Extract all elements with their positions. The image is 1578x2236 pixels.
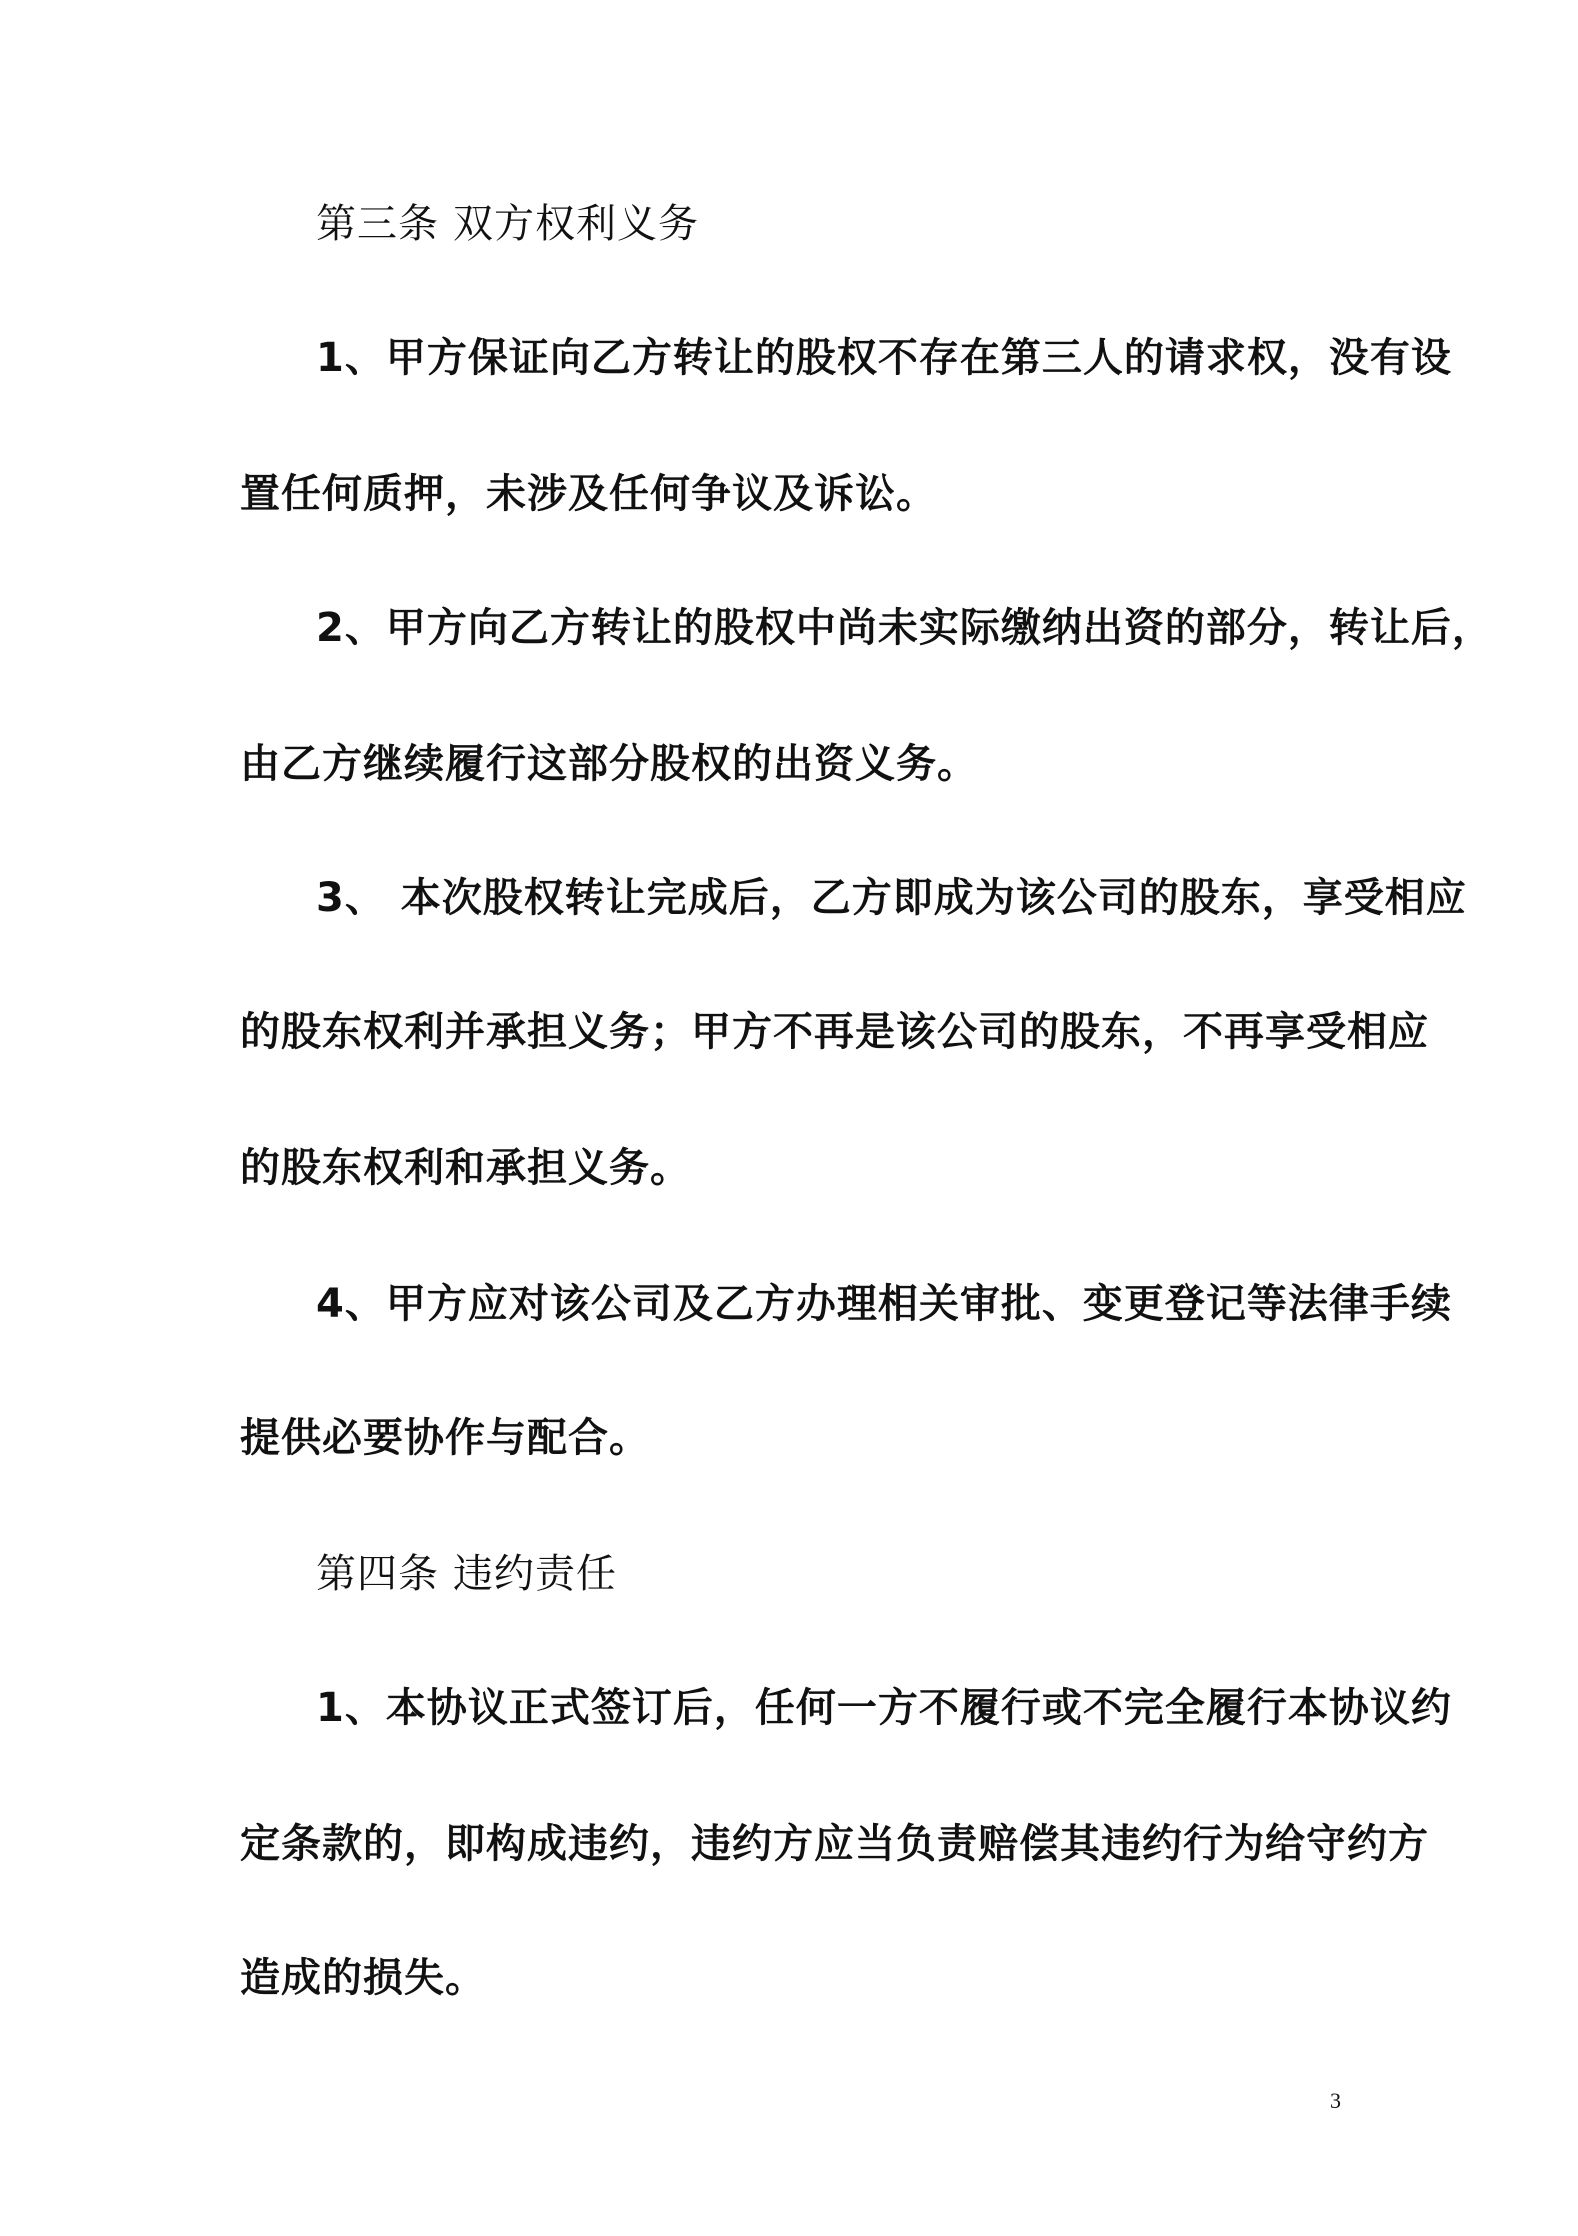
article-3-item-1-line-2: 置任何质押，未涉及任何争议及诉讼。 xyxy=(240,471,937,517)
article-3-title: 双方权利义务 xyxy=(453,201,699,247)
article-3-item-3-line-3: 的股东权利和承担义务。 xyxy=(240,1145,691,1191)
article-3-item-4-line-2: 提供必要协作与配合。 xyxy=(240,1415,650,1461)
article-4-title: 违约责任 xyxy=(453,1551,617,1597)
page-number: 3 xyxy=(1330,2088,1341,2113)
article-3-item-3-line-2: 的股东权利并承担义务；甲方不再是该公司的股东，不再享受相应 xyxy=(240,1009,1429,1055)
article-4-number: 第四条 xyxy=(316,1551,439,1597)
article-4-item-1-line-3: 造成的损失。 xyxy=(240,1955,486,2001)
article-3-item-4-line-1: 4、甲方应对该公司及乙方办理相关审批、变更登记等法律手续 xyxy=(316,1281,1452,1327)
article-3-number: 第三条 xyxy=(316,201,439,247)
article-4-item-1-line-2: 定条款的，即构成违约，违约方应当负责赔偿其违约行为给守约方 xyxy=(240,1821,1429,1867)
article-3-item-2-line-2: 由乙方继续履行这部分股权的出资义务。 xyxy=(240,741,978,787)
article-3-item-1-line-1: 1、甲方保证向乙方转让的股权不存在第三人的请求权，没有设 xyxy=(316,335,1452,381)
article-4-heading xyxy=(316,1546,617,1602)
article-3-heading xyxy=(316,196,699,252)
article-3-item-2-line-1: 2、甲方向乙方转让的股权中尚未实际缴纳出资的部分，转让后， xyxy=(316,605,1493,651)
article-4-item-1-line-1: 1、本协议正式签订后，任何一方不履行或不完全履行本协议约 xyxy=(316,1685,1452,1731)
article-3-item-3-line-1: 3、 本次股权转让完成后，乙方即成为该公司的股东，享受相应 xyxy=(316,875,1467,921)
